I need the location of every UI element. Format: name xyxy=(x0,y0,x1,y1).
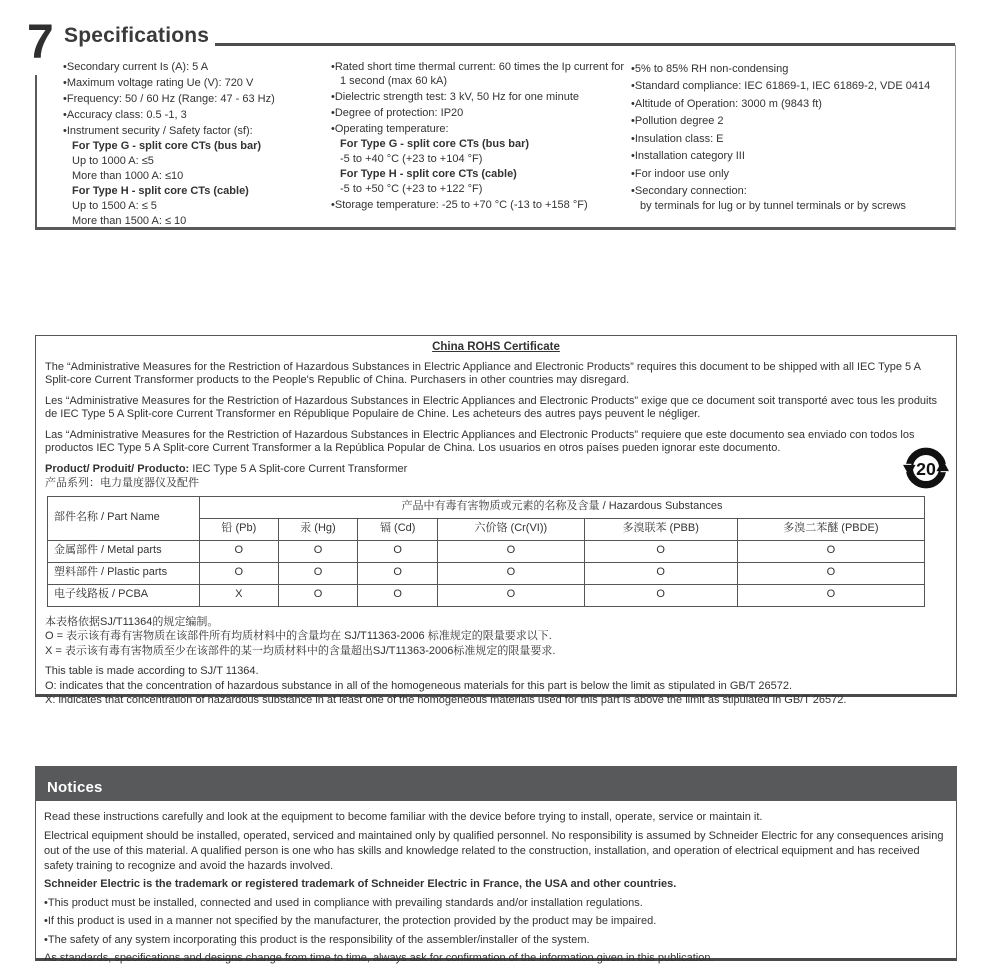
note-line: X = 表示该有毒有害物质至少在该部件的某一均质材料中的含量超出SJ/T11363-2006标准规定的限量要求. xyxy=(45,644,556,657)
value-cell: O xyxy=(278,562,358,584)
table-row xyxy=(48,562,925,584)
spec-subitem: Up to 1500 A: ≤ 5 xyxy=(72,200,157,212)
section-number: 7 xyxy=(27,19,58,69)
spec-subitem: Up to 1000 A: ≤5 xyxy=(72,155,154,167)
spec-item: • Frequency: 50 / 60 Hz (Range: 47 - 63 Hz) xyxy=(63,92,331,106)
epup-20-badge xyxy=(902,444,950,497)
spec-item: • Secondary connection: xyxy=(631,184,946,198)
spec-subitem: -5 to +40 °C (+23 to +104 °F) xyxy=(340,153,483,165)
notice-paragraph: Read these instructions carefully and look at the equipment to become familiar with the device before trying to install, operate, service or maintain it. xyxy=(44,811,763,823)
notice-paragraph: As standards, specifications and designs change from time to time, always ask for confirmation of the information given in this publication. xyxy=(44,952,714,964)
notices-title: Notices xyxy=(47,779,103,796)
spec-item: • Secondary current Is (A): 5 A xyxy=(63,60,331,74)
note-line: O = 表示该有毒有害物质在该部件所有均质材料中的含量均在 SJ/T11363-2006 标准规定的限量要求以下. xyxy=(45,630,552,642)
part-name-header: 部件名称 / Part Name xyxy=(48,496,200,540)
value-cell: O xyxy=(584,584,737,606)
spec-subitem: More than 1000 A: ≤10 xyxy=(72,170,184,182)
spec-item: • Storage temperature: -25 to +70 °C (-13 to +158 °F) xyxy=(331,198,631,212)
notice-bullet: •The safety of any system incorporating this product is the responsibility of the assembler/installer of the system. xyxy=(44,933,590,946)
spec-item: • Rated short time thermal current: 60 times the Ip current for 1 second (max 60 kA) xyxy=(331,60,631,88)
value-cell: O xyxy=(278,584,358,606)
spec-item: • Maximum voltage rating Ue (V): 720 V xyxy=(63,76,331,90)
value-cell: O xyxy=(200,562,279,584)
value-cell: O xyxy=(278,540,358,562)
value-cell: O xyxy=(200,540,279,562)
spec-subitem: -5 to +50 °C (+23 to +122 °F) xyxy=(340,183,483,195)
column-header-pb: 铅 (Pb) xyxy=(200,518,279,540)
spec-column-1 xyxy=(63,58,331,228)
value-cell: O xyxy=(438,584,585,606)
table-row xyxy=(48,540,925,562)
column-header-cd: 镉 (Cd) xyxy=(358,518,438,540)
hazardous-substances-table xyxy=(47,496,925,607)
spec-columns xyxy=(37,45,955,228)
value-cell: X xyxy=(200,584,279,606)
notice-bullet: •This product must be installed, connected and used in compliance with prevailing standards and/or installation regulations. xyxy=(44,896,643,909)
note-line: This table is made according to SJ/T 11364. xyxy=(45,665,259,677)
spec-column-3 xyxy=(631,58,946,228)
value-cell: O xyxy=(358,540,438,562)
spec-subitem: More than 1500 A: ≤ 10 xyxy=(72,215,187,227)
specifications-section xyxy=(27,16,956,230)
spec-item: • Instrument security / Safety factor (sf): xyxy=(63,124,331,138)
spec-item: • Installation category III xyxy=(631,149,946,163)
spec-subheading: For Type G - split core CTs (bus bar) xyxy=(340,138,530,150)
spec-item: • 5% to 85% RH non-condensing xyxy=(631,62,946,76)
rohs-paragraph-fr: Les “Administrative Measures for the Restriction of Hazardous Substances in Electric Appliances and Electronic Products” exige que ce document soit transporté avec tous les produits de IEC Type 5 A Split-core Current Transformer en République Populaire de Chine. Les acheteurs des autres pays peuvent le négliger. xyxy=(45,394,938,420)
notice-paragraph-trademark: Schneider Electric is the trademark or registered trademark of Schneider Electric in France, the USA and other countries. xyxy=(44,878,677,890)
notices-section xyxy=(35,801,957,964)
value-cell: O xyxy=(358,562,438,584)
rohs-product-line xyxy=(45,463,947,477)
epup-number: 20 xyxy=(916,458,936,479)
spec-subheading: For Type H - split core CTs (cable) xyxy=(72,185,249,197)
value-cell: O xyxy=(737,584,924,606)
notice-paragraph: Electrical equipment should be installed, operated, serviced and maintained only by qualified personnel. No responsibility is assumed by Schneider Electric for any consequences arising out of the use of this material. A qualified person is one who has skills and knowledge related to the construction, installation, and operation of electrical equipment and has received safety training to recognize and avoid the hazards involved. xyxy=(44,829,944,872)
rohs-product-label: Product/ Produit/ Producto: xyxy=(45,462,190,475)
substances-header: 产品中有毒有害物质或元素的名称及含量 / Hazardous Substances xyxy=(200,496,925,518)
column-header-hg: 汞 (Hg) xyxy=(278,518,358,540)
value-cell: O xyxy=(584,562,737,584)
table-row xyxy=(48,584,925,606)
section-title: Specifications xyxy=(64,24,215,48)
note-line: O: indicates that the concentration of hazardous substance in all of the homogeneous materials for this part is below the limit as stipulated in GB/T 26572. xyxy=(45,679,792,692)
spec-item: • Pollution degree 2 xyxy=(631,114,946,128)
part-name-cell: 电子线路板 / PCBA xyxy=(48,584,200,606)
section-title-rule xyxy=(209,43,955,46)
spec-item: • Insulation class: E xyxy=(631,132,946,146)
value-cell: O xyxy=(438,562,585,584)
spec-item: • Altitude of Operation: 3000 m (9843 ft) xyxy=(631,97,946,111)
value-cell: O xyxy=(737,562,924,584)
spec-subitem: by terminals for lug or by tunnel terminals or by screws xyxy=(640,200,906,212)
notice-bullet: •If this product is used in a manner not specified by the manufacturer, the protection provided by the product may be impaired. xyxy=(44,915,657,927)
spec-subheading: For Type G - split core CTs (bus bar) xyxy=(72,140,262,152)
spec-column-2 xyxy=(331,58,631,228)
column-header-pbb: 多溴联苯 (PBB) xyxy=(584,518,737,540)
china-rohs-section xyxy=(35,335,957,706)
note-line: 本表格依据SJ/T11364的规定编制。 xyxy=(45,615,219,628)
rohs-notes-english xyxy=(45,664,947,708)
part-name-cell: 金属部件 / Metal parts xyxy=(48,540,200,562)
notices-header-bar xyxy=(35,766,957,801)
spec-item: • Standard compliance: IEC 61869-1, IEC 61869-2, VDE 0414 xyxy=(631,79,946,93)
spec-item: • Degree of protection: IP20 xyxy=(331,106,631,120)
column-header-crvi: 六价铬 (Cr(VI)) xyxy=(438,518,585,540)
rohs-paragraph-es: Las “Administrative Measures for the Restriction of Hazardous Substances in Electric Appliances and Electronic Products” requiere que este documento sea enviado con todos los productos IEC Type 5 A Split-core Current Transformer a la República Popular de China. Los usuarios en otros países pueden ignorar este documento. xyxy=(45,428,915,454)
spec-item: • Dielectric strength test: 3 kV, 50 Hz for one minute xyxy=(331,90,631,104)
value-cell: O xyxy=(737,540,924,562)
column-header-pbde: 多溴二苯醚 (PBDE) xyxy=(737,518,924,540)
rohs-product-series: 产品系列：电力量度器仪及配件 xyxy=(45,477,199,489)
rohs-product-value: IEC Type 5 A Split-core Current Transformer xyxy=(189,462,408,475)
spec-item: • For indoor use only xyxy=(631,167,946,181)
section-left-rule xyxy=(35,75,37,230)
spec-item: • Accuracy class: 0.5 -1, 3 xyxy=(63,108,331,122)
value-cell: O xyxy=(438,540,585,562)
part-name-cell: 塑料部件 / Plastic parts xyxy=(48,562,200,584)
spec-item: • Operating temperature: xyxy=(331,122,631,136)
note-line: X: indicates that concentration of hazardous substance in at least one of the homogeneous materials used for this part is above the limit as stipulated in GB/T 26572. xyxy=(45,694,847,706)
value-cell: O xyxy=(584,540,737,562)
value-cell: O xyxy=(358,584,438,606)
spec-subheading: For Type H - split core CTs (cable) xyxy=(340,168,517,180)
rohs-notes-chinese xyxy=(45,615,947,659)
epup-20-icon xyxy=(902,444,950,492)
rohs-title: China ROHS Certificate xyxy=(432,341,560,353)
table-header-row xyxy=(48,496,925,518)
rohs-paragraph-en: The “Administrative Measures for the Restriction of Hazardous Substances in Electric Appliance and Electronic Products” requires this document to be shipped with all IEC Type 5 A Split-core Current Transformer products to the People's Republic of China. Purchasers in other countries may disregard. xyxy=(45,360,921,386)
